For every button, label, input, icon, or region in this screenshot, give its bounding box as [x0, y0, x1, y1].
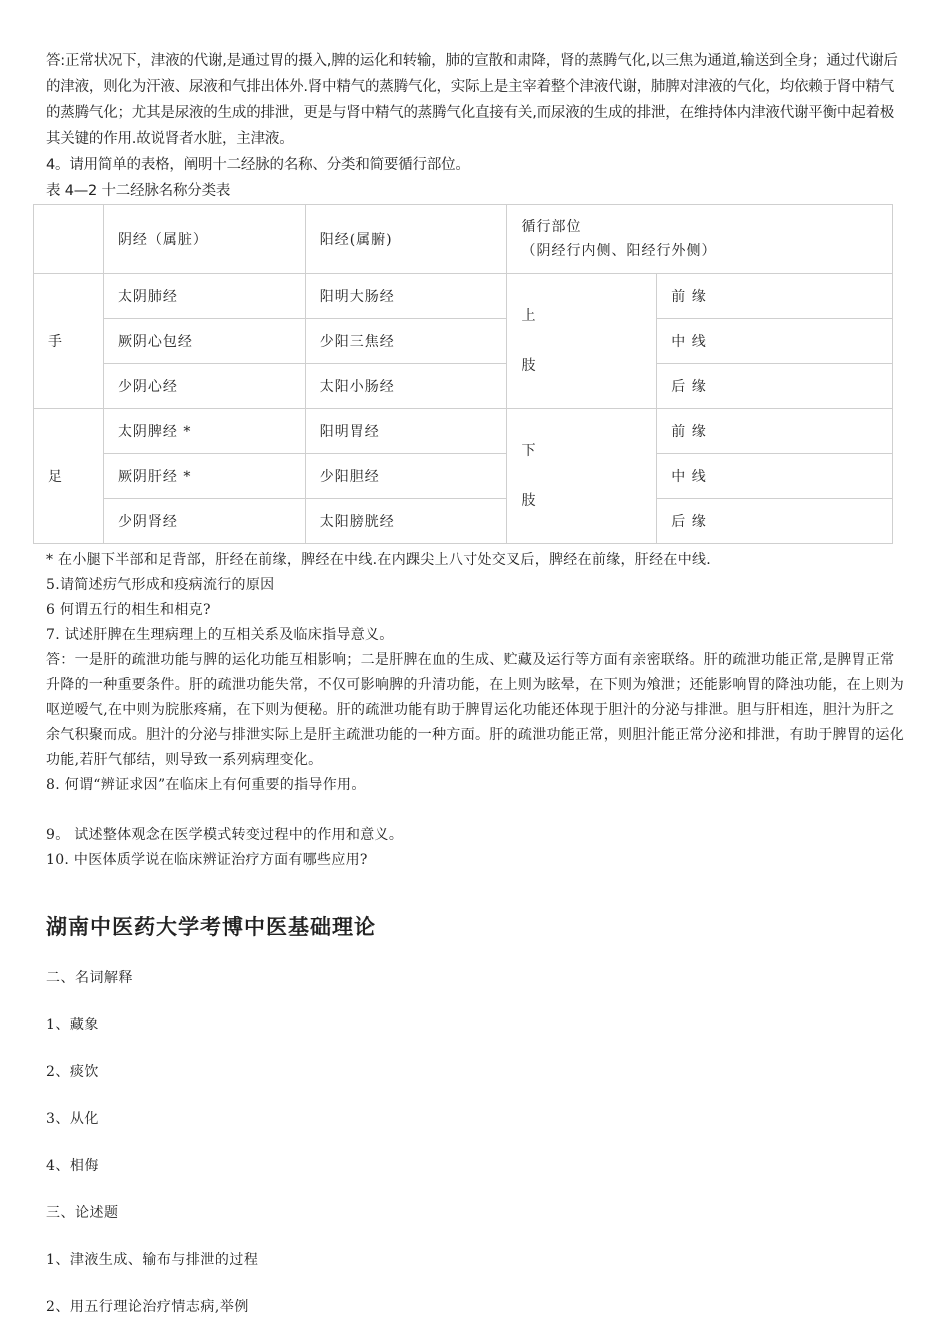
question-5: 5.请简述疠气形成和疫病流行的原因 — [46, 577, 275, 593]
limb-part-bottom: 肢 — [521, 493, 537, 509]
table-row — [34, 454, 893, 499]
header-yin: 阴经（属脏） — [103, 205, 305, 274]
header-route — [507, 205, 893, 274]
yin-meridian: 厥阴心包经 — [103, 319, 305, 364]
yin-meridian: 少阴心经 — [103, 364, 305, 409]
yin-meridian: 厥阴肝经 * — [103, 454, 305, 499]
yin-meridian: 少阴肾经 — [103, 499, 305, 544]
limb-part-bottom: 肢 — [521, 358, 537, 374]
essay-item: 2、用五行理论治疗情志病,举例 — [46, 1299, 249, 1315]
question-7-answer: 答：一是肝的疏泄功能与脾的运化功能互相影响；二是肝脾在血的生成、贮藏及运行等方面有亲密联络。肝的疏泄功能正常,是脾胃正常升降的一种重要条件。肝的疏泄功能失常，不仅可影响脾的升清功能，在上则为眩晕，在下则为飧泄；还能影响胃的降浊功能，在上则为呕逆嗳气,在中则为脘胀疼痛，在下则为便秘。肝的疏泄功能有助于脾胃运化功能还体现于胆汁的分泌与排泄。胆与肝相连，胆汁为肝之余气积聚而成。胆汁的分泌与排泄实际上是肝主疏泄功能的一种方面。肝的疏泄功能正常，则胆汁能正常分泌和排泄，有助于脾胃的运化功能,若肝气郁结，则导致一系列病理变化。 — [46, 652, 904, 768]
limb-part-top: 上 — [521, 308, 537, 324]
yang-meridian: 太阳膀胱经 — [305, 499, 507, 544]
header-yang: 阳经(属腑) — [305, 205, 507, 274]
table-row — [34, 364, 893, 409]
question-10: 10. 中医体质学说在临床辨证治疗方面有哪些应用? — [46, 852, 368, 868]
yang-meridian: 少阳胆经 — [305, 454, 507, 499]
limb-part-lower — [507, 409, 657, 544]
limb-part-upper — [507, 274, 657, 409]
header-route-line1: 循行部位 — [521, 219, 582, 235]
table-row — [34, 409, 893, 454]
limb-hand: 手 — [34, 274, 104, 409]
yang-meridian: 阳明大肠经 — [305, 274, 507, 319]
table-footnote: * 在小腿下半部和足背部，肝经在前缘，脾经在中线.在内踝尖上八寸处交叉后，脾经在前缘，肝经在中线. — [46, 552, 712, 568]
table-row — [34, 274, 893, 319]
table-row — [34, 319, 893, 364]
yin-meridian: 太阴脾经 * — [103, 409, 305, 454]
term-item: 4、相侮 — [46, 1158, 99, 1174]
question-8: 8. 何谓“辨证求因”在临床上有何重要的指导作用。 — [46, 777, 366, 793]
meridian-table — [33, 204, 893, 544]
yang-meridian: 阳明胃经 — [305, 409, 507, 454]
question-9: 9。 试述整体观念在医学模式转变过程中的作用和意义。 — [46, 827, 404, 843]
route-position: 后 缘 — [657, 499, 893, 544]
term-item: 1、藏象 — [46, 1017, 99, 1033]
part3-heading: 三、论述题 — [46, 1205, 119, 1221]
term-item: 3、从化 — [46, 1111, 99, 1127]
table-caption: 表 4—2 十二经脉名称分类表 — [46, 183, 231, 199]
header-empty-cell — [34, 205, 104, 274]
yin-meridian: 太阴肺经 — [103, 274, 305, 319]
route-position: 中 线 — [657, 454, 893, 499]
question-4: 4。请用简单的表格，阐明十二经脉的名称、分类和简要循行部位。 — [46, 157, 470, 173]
essay-item: 1、津液生成、输布与排泄的过程 — [46, 1252, 259, 1268]
yang-meridian: 太阳小肠经 — [305, 364, 507, 409]
route-position: 前 缘 — [657, 274, 893, 319]
route-position: 后 缘 — [657, 364, 893, 409]
term-item: 2、痰饮 — [46, 1064, 99, 1080]
section-title: 湖南中医药大学考博中医基础理论 — [46, 914, 376, 939]
blank-line — [46, 798, 906, 823]
question-7: 7. 试述肝脾在生理病理上的互相关系及临床指导意义。 — [46, 627, 394, 643]
limb-foot: 足 — [34, 409, 104, 544]
route-position: 前 缘 — [657, 409, 893, 454]
intro-answer: 答:正常状况下，津液的代谢,是通过胃的摄入,脾的运化和转输，肺的宣散和肃降，肾的蒸腾气化,以三焦为通道,输送到全身；通过代谢后的津液，则化为汗液、尿液和气排出体外.肾中精气的蒸腾气化，实际上是主宰着整个津液代谢，肺脾对津液的气化，均依赖于肾中精气的蒸腾气化；尤其是尿液的生成的排泄，更是与肾中精气的蒸腾气化直接有关,而尿液的生成的排泄，在维持体内津液代谢平衡中起着极其关键的作用.故说肾者水脏，主津液。 — [46, 53, 898, 147]
part2-heading: 二、名词解释 — [46, 970, 133, 986]
table-row — [34, 499, 893, 544]
document-page — [46, 48, 906, 1331]
limb-part-top: 下 — [521, 443, 537, 459]
question-6: 6 何谓五行的相生和相克? — [46, 602, 211, 618]
header-route-line2: （阴经行内侧、阳经行外侧） — [521, 243, 717, 259]
route-position: 中 线 — [657, 319, 893, 364]
table-header-row — [34, 205, 893, 274]
yang-meridian: 少阳三焦经 — [305, 319, 507, 364]
